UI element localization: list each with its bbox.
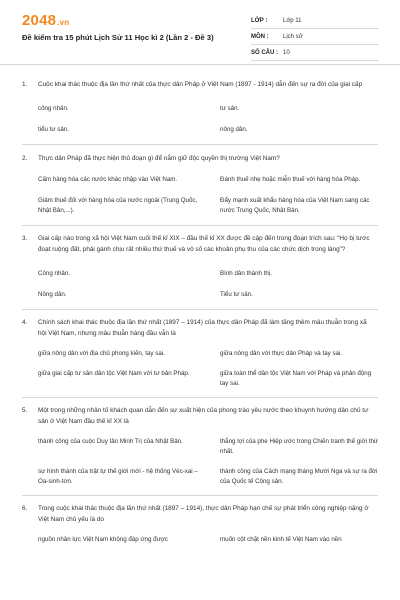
divider bbox=[22, 495, 378, 496]
meta-key: MÔN : bbox=[251, 33, 269, 40]
option[interactable]: Nông dân. bbox=[38, 291, 67, 298]
question-head bbox=[0, 318, 400, 339]
meta-value: Lịch sử bbox=[283, 33, 303, 40]
option[interactable]: nông dân. bbox=[220, 125, 248, 133]
option[interactable]: tư sản. bbox=[220, 104, 240, 112]
options bbox=[0, 349, 400, 389]
divider bbox=[22, 397, 378, 398]
question-number: 5. bbox=[22, 407, 28, 414]
question-text: Cuộc khai thác thuộc địa lần thứ nhất của thực dân Pháp ở Việt Nam (1897 - 1914) dẫn đến sự ra đời của giai cấp bbox=[38, 81, 363, 88]
question-list bbox=[0, 80, 400, 545]
option[interactable]: nguồn nhân lực Việt Nam không đáp ứng được bbox=[38, 536, 168, 543]
option[interactable]: Bình dân thành thị. bbox=[220, 270, 272, 277]
meta-subject bbox=[251, 29, 379, 45]
option[interactable]: Đánh thuế nhẹ hoặc miễn thuế với hàng hóa Pháp. bbox=[220, 176, 361, 183]
question-text: Thực dân Pháp đã thực hiện thủ đoạn gì để nắm giữ độc quyền thị trường Việt Nam? bbox=[38, 154, 280, 162]
option[interactable]: giữa nông dân với địa chủ phong kiến, tay sai. bbox=[38, 350, 165, 357]
question-head bbox=[0, 80, 400, 91]
logo-suffix: .vn bbox=[57, 18, 70, 27]
site-logo[interactable] bbox=[22, 12, 69, 29]
options bbox=[0, 175, 400, 216]
question-2 bbox=[0, 154, 400, 217]
option[interactable]: Cấm hàng hóa các nước khác nhập vào Việt Nam. bbox=[38, 176, 178, 183]
question-head bbox=[0, 504, 400, 525]
question-head bbox=[0, 154, 400, 165]
option[interactable]: Đẩy mạnh xuất khẩu hàng hóa của Việt Nam sang các nước Trung Quốc, Nhật Bản. bbox=[220, 197, 370, 214]
question-text: Giai cấp nào trong xã hội Việt Nam cuối thế kỉ XIX – đầu thế kỉ XX được đề cập đến trong đoạn trích sau: “Họ bị tước đoạt ruộng đất, phải gánh chịu rất nhiều thứ thuế và vô số các khoản phụ thu của các chức dịch trong làng”? bbox=[38, 235, 370, 253]
question-number: 2. bbox=[22, 154, 28, 162]
page-title: Đề kiểm tra 15 phút Lịch Sử 11 Học kì 2 (Lần 2 - Đề 3) bbox=[22, 33, 214, 42]
option[interactable]: thành công của Cách mạng tháng Mười Nga và sự ra đời của Quốc tế Cộng sản. bbox=[220, 468, 378, 485]
question-1 bbox=[0, 80, 400, 135]
page-header bbox=[0, 0, 400, 65]
question-3 bbox=[0, 234, 400, 300]
question-6 bbox=[0, 504, 400, 545]
option[interactable]: Công nhân. bbox=[38, 270, 70, 277]
divider bbox=[22, 225, 378, 226]
option[interactable]: Tiểu tư sản. bbox=[220, 291, 253, 298]
divider bbox=[22, 144, 378, 145]
question-4 bbox=[0, 318, 400, 389]
options bbox=[0, 104, 400, 135]
options bbox=[0, 437, 400, 487]
option[interactable]: thắng lợi của phe Hiệp ước trong Chiến tranh thế giới thứ nhất. bbox=[220, 438, 379, 455]
question-text: Chính sách khai thác thuộc địa lần thứ nhất (1897 – 1914) của thực dân Pháp đã làm tăng thêm mâu thuẫn trong xã hội Việt Nam, nhưng mâu thuẫn hàng đầu vẫn là bbox=[38, 319, 367, 337]
option[interactable]: giữa nông dân với thực dân Pháp và tay sai. bbox=[220, 350, 343, 357]
logo-text: 2048 bbox=[22, 12, 57, 29]
meta-count bbox=[251, 45, 379, 61]
divider bbox=[22, 309, 378, 310]
option[interactable]: công nhân. bbox=[38, 104, 69, 112]
question-5 bbox=[0, 406, 400, 487]
option[interactable]: giữa toàn thể dân tộc Việt Nam với Pháp và phản động tay sai. bbox=[220, 370, 372, 387]
option[interactable]: thành công của cuộc Duy tân Minh Trị của Nhật Bản. bbox=[38, 438, 183, 445]
question-head bbox=[0, 234, 400, 255]
meta-key: SỐ CÂU : bbox=[251, 49, 278, 56]
question-number: 6. bbox=[22, 505, 28, 512]
option[interactable]: sự hình thành của trật tự thế giới mới - hệ thống Véc-xai – Oa-sinh-tơn. bbox=[38, 468, 198, 485]
exam-meta bbox=[251, 13, 379, 61]
option[interactable]: Giảm thuế đối với hàng hóa của nước ngoài (Trung Quốc, Nhật Bản,...). bbox=[38, 197, 198, 214]
question-number: 1. bbox=[22, 81, 28, 88]
option[interactable]: giữa giai cấp tư sản dân tộc Việt Nam với tư bản Pháp. bbox=[38, 370, 190, 377]
options bbox=[0, 535, 400, 545]
options bbox=[0, 269, 400, 300]
question-head bbox=[0, 406, 400, 427]
option[interactable]: muốn cột chặt nền kinh tế Việt Nam vào nền bbox=[220, 536, 342, 543]
meta-value: 10 bbox=[283, 49, 290, 56]
meta-key: LỚP : bbox=[251, 17, 268, 24]
meta-class bbox=[251, 13, 379, 29]
question-number: 3. bbox=[22, 235, 28, 242]
option[interactable]: tiểu tư sản. bbox=[38, 125, 69, 133]
question-text: Một trong những nhân tố khách quan dẫn đến sự xuất hiện của phong trào yêu nước theo khuynh hướng dân chủ tư sản ở Việt Nam đầu thế kỉ XX là bbox=[38, 407, 369, 425]
meta-value: Lớp 11 bbox=[283, 17, 302, 24]
question-number: 4. bbox=[22, 319, 28, 326]
question-text: Trong cuộc khai thác thuộc địa lần thứ nhất (1897 – 1914), thực dân Pháp hạn chế sự phát triển công nghiệp nặng ở Việt Nam chủ yếu là do bbox=[38, 505, 369, 523]
